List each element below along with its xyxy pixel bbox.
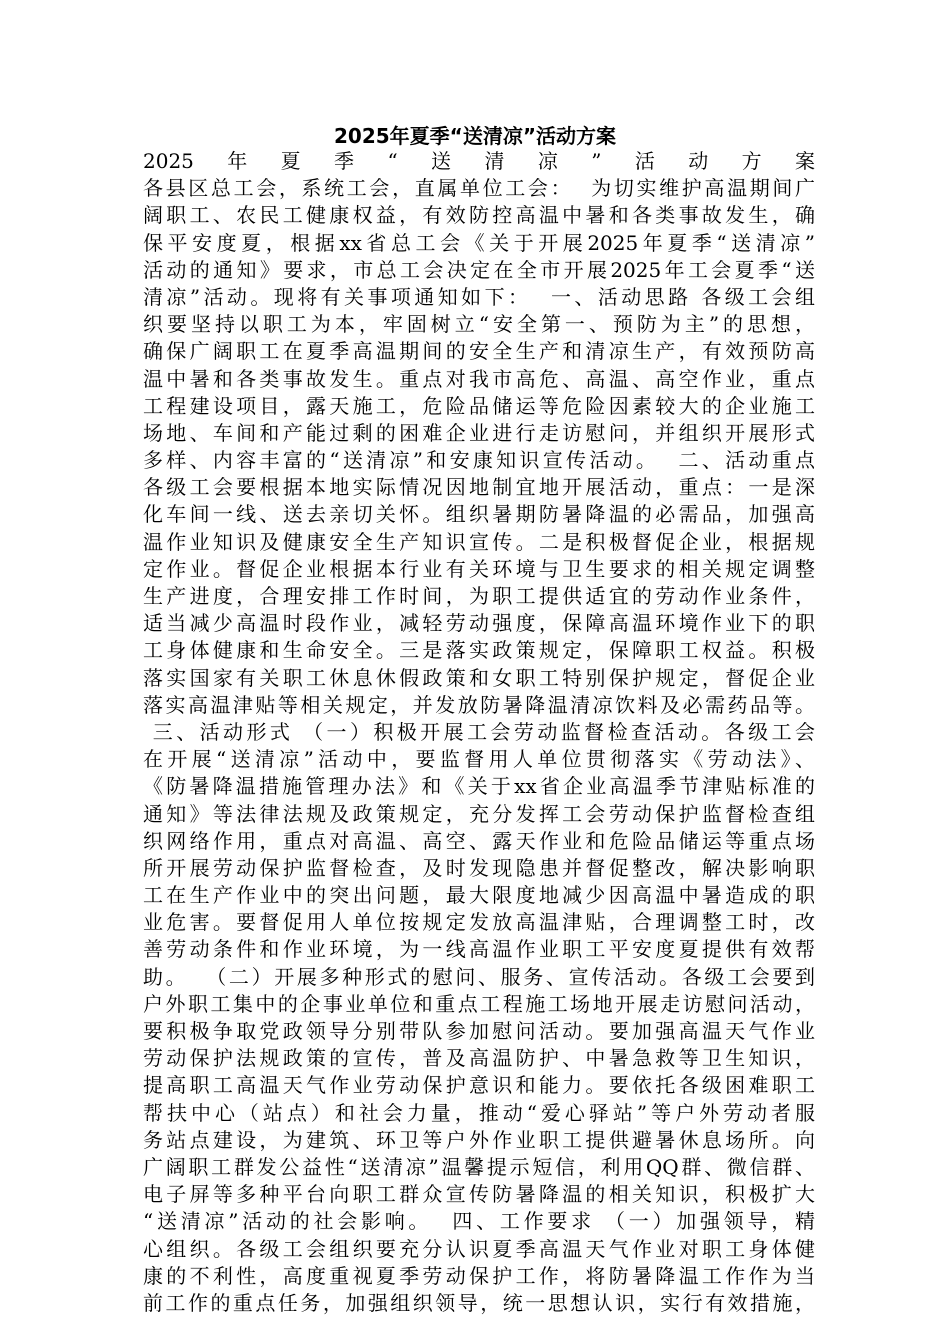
body-line: 电子屏等多种平台向职工群众宣传防暑降温的相关知识，积极扩大	[143, 1182, 815, 1207]
body-line: 劳动保护法规政策的宣传，普及高温防护、中暑急救等卫生知识，	[143, 1046, 815, 1071]
body-line: 帮扶中心（站点）和社会力量，推动“爱心驿站”等户外劳动者服	[143, 1100, 815, 1125]
body-line: 康的不利性，高度重视夏季劳动保护工作，将防暑降温工作作为当	[143, 1263, 815, 1288]
body-line: 所开展劳动保护监督检查，及时发现隐患并督促整改，解决影响职	[143, 855, 815, 880]
document-title: 2025年夏季“送清凉”活动方案	[334, 124, 616, 148]
body-line: 落实高温津贴等相关规定，并发放防暑降温清凉饮料及必需药品等。	[143, 692, 815, 717]
body-line: 生产进度，合理安排工作时间，为职工提供适宜的劳动作业条件，	[143, 584, 815, 608]
body-line: 化车间一线、送去亲切关怀。组织暑期防暑降温的必需品，加强高	[143, 502, 815, 527]
body-line: 温作业知识及健康安全生产知识宣传。二是积极督促企业，根据规	[143, 529, 815, 554]
body-line: 落实国家有关职工休息休假政策和女职工特别保护规定，督促企业	[143, 665, 815, 690]
body-line: 提高职工高温天气作业劳动保护意识和能力。要依托各级困难职工	[143, 1073, 815, 1098]
body-line: 户外职工集中的企事业单位和重点工程施工场地开展走访慰问活动，	[143, 991, 815, 1016]
body-line: 工程建设项目，露天施工，危险品储运等危险因素较大的企业施工	[143, 393, 815, 418]
body-line: 工在生产作业中的突出问题，最大限度地减少因高温中暑造成的职	[143, 883, 815, 908]
document-body	[143, 148, 815, 1317]
body-line: 活动的通知》要求，市总工会决定在全市开展2025年工会夏季“送	[143, 257, 815, 282]
body-line: 织网络作用，重点对高温、高空、露天作业和危险品储运等重点场	[143, 828, 815, 853]
body-line: 清凉”活动。现将有关事项通知如下： 一、活动思路 各级工会组	[143, 284, 815, 309]
body-line: 阔职工、农民工健康权益，有效防控高温中暑和各类事故发生，确	[143, 203, 815, 228]
body-line: 助。 （二）开展多种形式的慰问、服务、宣传活动。各级工会要到	[143, 964, 815, 989]
body-line: 心组织。各级工会组织要充分认识夏季高温天气作业对职工身体健	[143, 1236, 815, 1261]
body-line: 保平安度夏，根据xx省总工会《关于开展2025年夏季“送清凉”	[143, 230, 815, 255]
body-line: 广阔职工群发公益性“送清凉”温馨提示短信，利用QQ群、微信群、	[143, 1154, 815, 1179]
body-line: “送清凉”活动的社会影响。 四、工作要求 （一）加强领导，精	[143, 1209, 815, 1234]
body-line: 适当减少高温时段作业，减轻劳动强度，保障高温环境作业下的职	[143, 611, 815, 636]
body-line: 要积极争取党政领导分别带队参加慰问活动。要加强高温天气作业	[143, 1019, 815, 1043]
body-line: 温中暑和各类事故发生。重点对我市高危、高温、高空作业，重点	[143, 366, 815, 391]
body-line: 工身体健康和生命安全。三是落实政策规定，保障职工权益。积极	[143, 638, 815, 663]
body-line: 业危害。要督促用人单位按规定发放高温津贴，合理调整工时，改	[143, 910, 815, 935]
body-line: 各级工会要根据本地实际情况因地制宜地开展活动，重点：一是深	[143, 475, 815, 500]
body-line: 各县区总工会，系统工会，直属单位工会： 为切实维护高温期间广	[143, 176, 815, 201]
body-line: 织要坚持以职工为本，牢固树立“安全第一、预防为主”的思想，	[143, 312, 815, 337]
body-line: 善劳动条件和作业环境，为一线高温作业职工平安度夏提供有效帮	[143, 937, 815, 962]
body-line: 务站点建设，为建筑、环卫等户外作业职工提供避暑休息场所。向	[143, 1127, 815, 1152]
body-line: 《防暑降温措施管理办法》和《关于xx省企业高温季节津贴标准的	[143, 774, 815, 799]
body-line: 2025年夏季“送清凉”活动方案	[143, 149, 815, 173]
body-line: 确保广阔职工在夏季高温期间的安全生产和清凉生产，有效预防高	[143, 339, 815, 364]
body-line: 定作业。督促企业根据本行业有关环境与卫生要求的相关规定调整	[143, 556, 815, 581]
body-line: 场地、车间和产能过剩的困难企业进行走访慰问，并组织开展形式	[143, 420, 815, 445]
body-line: 在开展“送清凉”活动中，要监督用人单位贯彻落实《劳动法》、	[143, 747, 815, 772]
body-line: 前工作的重点任务，加强组织领导，统一思想认识，实行有效措施，	[143, 1290, 815, 1315]
body-line: 三、活动形式 （一）积极开展工会劳动监督检查活动。各级工会	[143, 719, 815, 744]
body-line: 多样、内容丰富的“送清凉”和安康知识宣传活动。 二、活动重点	[143, 448, 815, 473]
body-line: 通知》等法律法规及政策规定，充分发挥工会劳动保护监督检查组	[143, 801, 815, 826]
